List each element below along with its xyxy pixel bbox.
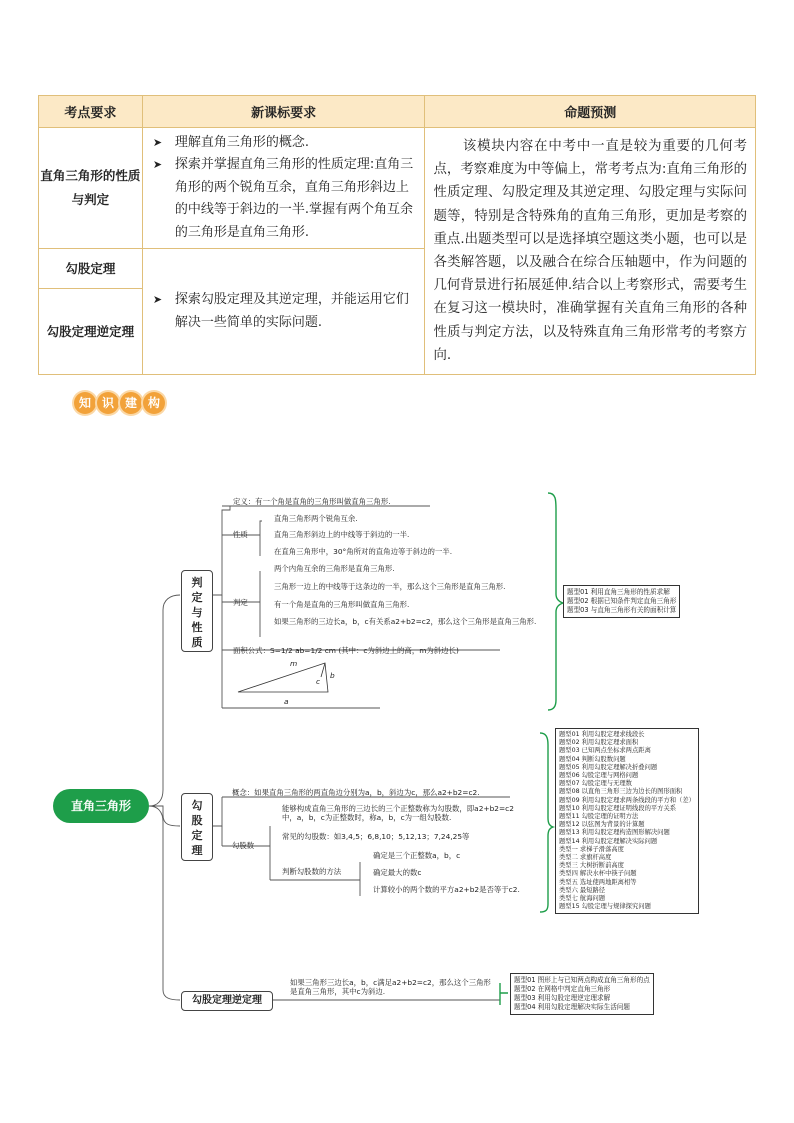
concept-text: 概念：如果直角三角形的两直角边分别为a，b，斜边为c，那么a2+b2=c2. (232, 788, 480, 797)
common-triples: 常见的勾股数：如3,4,5；6,8,10；5,12,13；7,24,25等 (282, 832, 470, 841)
prediction-cell: 该模块内容在中考中一直是较为重要的几何考点，考察难度为中等偏上，常考考点为:直角三角形的性质定理、勾股定理及其逆定理、勾股定理与实际问题等，特别是含特殊角的直角三角形，更加是考察的重点.出题类型可以是选择填空题这类小题，也可以是各类解答题，以及融合在综合压轴题中，作为问题的几何背景进行拓展延伸.结合以上考察形式，需要考生在复习这一模块时，准确掌握有关直角三角形的各种性质与判定方法，以及特殊直角三角形常考的考察方向. (425, 128, 756, 375)
type-item: 题型10 利用勾股定理证明线段的平方关系 (559, 804, 677, 812)
judge-label: 判定 (233, 598, 248, 607)
type-item: 题型02 利用勾股定理求面积 (559, 739, 639, 747)
definition-text: 定义：有一个角是直角的三角形叫做直角三角形. (233, 497, 391, 506)
topic-cell: 勾股定理逆定理 (39, 289, 143, 375)
type-item: 类型三 大树折断前高度 (559, 862, 624, 870)
bullet-item: ➤ 理解直角三角形的概念. (153, 132, 417, 155)
type-box-2 (555, 728, 699, 914)
badge-char: 建 (120, 392, 142, 414)
type-box-3 (510, 973, 654, 1015)
header-topic: 考点要求 (39, 96, 143, 128)
type-item: 题型13 利用勾股定理构造图形解决问题 (559, 829, 670, 837)
type-item: 题型09 利用勾股定理求两条线段的平方和（差） (559, 796, 695, 804)
type-item: 题型07 勾股定理与无理数 (559, 780, 632, 788)
method-item: 确定最大的数c (373, 868, 422, 877)
property-item: 在直角三角形中，30°角所对的直角边等于斜边的一半. (274, 547, 453, 556)
judge-item: 如果三角形的三边长a，b，c有关系a2+b2=c2，那么这个三角形是直角三角形. (274, 617, 537, 626)
type-item: 类型二 求旗杆高度 (559, 854, 612, 862)
arrow-bullet-icon: ➤ (152, 135, 163, 149)
badge-char: 识 (97, 392, 119, 414)
bullet-item: ➤ 探索勾股定理及其逆定理，并能运用它们解决一些简单的实际问题. (153, 289, 417, 334)
topic-cell: 直角三角形的性质与判定 (39, 128, 143, 249)
fig-label-a: a (284, 697, 289, 706)
judge-item: 两个内角互余的三角形是直角三角形. (274, 564, 395, 573)
type-item: 题型01 利用直角三角形的性质求解 (567, 588, 670, 596)
root-node: 直角三角形 (53, 789, 149, 823)
type-item: 类型七 航海问题 (559, 895, 606, 903)
fig-label-c: c (316, 677, 321, 686)
type-item: 类型四 解决水杯中筷子问题 (559, 870, 637, 878)
type-item: 题型04 利用勾股定理解决实际生活问题 (514, 1002, 630, 1011)
judge-item: 有一个角是直角的三角形叫做直角三角形. (274, 600, 410, 609)
type-item: 题型05 利用勾股定理解决折叠问题 (559, 763, 658, 771)
type-item: 题型14 利用勾股定理解决实际问题 (559, 837, 658, 845)
property-label: 性质 (233, 530, 248, 539)
type-box-1 (563, 585, 680, 618)
type-item: 类型五 选址使两地距离相等 (559, 878, 637, 886)
arrow-bullet-icon: ➤ (152, 158, 163, 172)
badge-char: 构 (143, 392, 165, 414)
property-item: 直角三角形斜边上的中线等于斜边的一半. (274, 530, 410, 539)
type-item: 题型01 利用勾股定理求线段长 (559, 731, 645, 738)
topic-cell: 勾股定理 (39, 249, 143, 289)
arrow-bullet-icon: ➤ (152, 293, 163, 306)
method-item: 计算较小的两个数的平方a2+b2是否等于c2. (373, 885, 520, 894)
type-item: 题型02 根据已知条件判定直角三角形 (567, 596, 677, 605)
bullet-item: ➤ 探索并掌握直角三角形的性质定理:直角三角形的两个锐角互余，直角三角形斜边上的中线等于斜边的一半.掌握有两个角互余的三角形是直角三角形. (153, 154, 417, 244)
judge-item: 三角形一边上的中线等于这条边的一半，那么这个三角形是直角三角形. (274, 582, 506, 591)
type-item: 类型一 求梯子滑落高度 (559, 845, 624, 853)
type-item: 题型01 图形上与已知两点构成直角三角形的点 (514, 976, 650, 984)
fig-label-b: b (330, 671, 335, 680)
triple-label: 勾股数 (232, 841, 255, 850)
type-item: 题型02 在网格中判定直角三角形 (514, 984, 611, 993)
header-prediction: 命题预测 (425, 96, 756, 128)
converse-text: 如果三角形三边长a，b，c满足a2+b2=c2，那么这个三角形是直角三角形，其中c为斜边. (290, 978, 491, 996)
method-label: 判断勾股数的方法 (282, 867, 342, 876)
badge-char: 知 (74, 392, 96, 414)
type-item: 题型08 以直角三角形三边为边长的图形面积 (559, 788, 683, 796)
type-item: 题型04 判断勾股数问题 (559, 755, 626, 763)
type-item: 题型03 利用勾股定理逆定理求解 (514, 993, 611, 1002)
area-formula: 面积公式：S=1/2 ab=1/2 cm (其中：c为斜边上的高，m为斜边长) (233, 646, 459, 655)
type-item: 题型03 与直角三角形有关的面积计算 (567, 605, 677, 614)
triple-definition: 能够构成直角三角形的三边长的三个正整数称为勾股数，即a2+b2=c2中，a，b，c为正整数时，称a，b，c为一组勾股数. (282, 804, 514, 822)
type-item: 题型03 已知两点坐标求两点距离 (559, 747, 651, 755)
method-item: 确定是三个正整数a，b，c (373, 851, 461, 860)
type-item: 题型15 勾股定理与规律探究问题 (559, 903, 651, 911)
branch-title-properties: 判 定 与 性 质 (181, 570, 213, 652)
type-item: 题型06 勾股定理与网格问题 (559, 772, 639, 780)
type-item: 题型12 以弦图为背景的计算题 (559, 821, 645, 829)
type-item: 题型11 勾股定理的证明方法 (559, 813, 639, 821)
header-standard: 新课标要求 (142, 96, 425, 128)
property-item: 直角三角形两个锐角互余. (274, 514, 358, 523)
branch-title-pythagoras: 勾 股 定 理 (181, 793, 213, 861)
fig-label-m: m (290, 659, 298, 668)
type-item: 类型六 最短路径 (559, 886, 606, 894)
branch-title-converse: 勾股定理逆定理 (181, 991, 273, 1011)
